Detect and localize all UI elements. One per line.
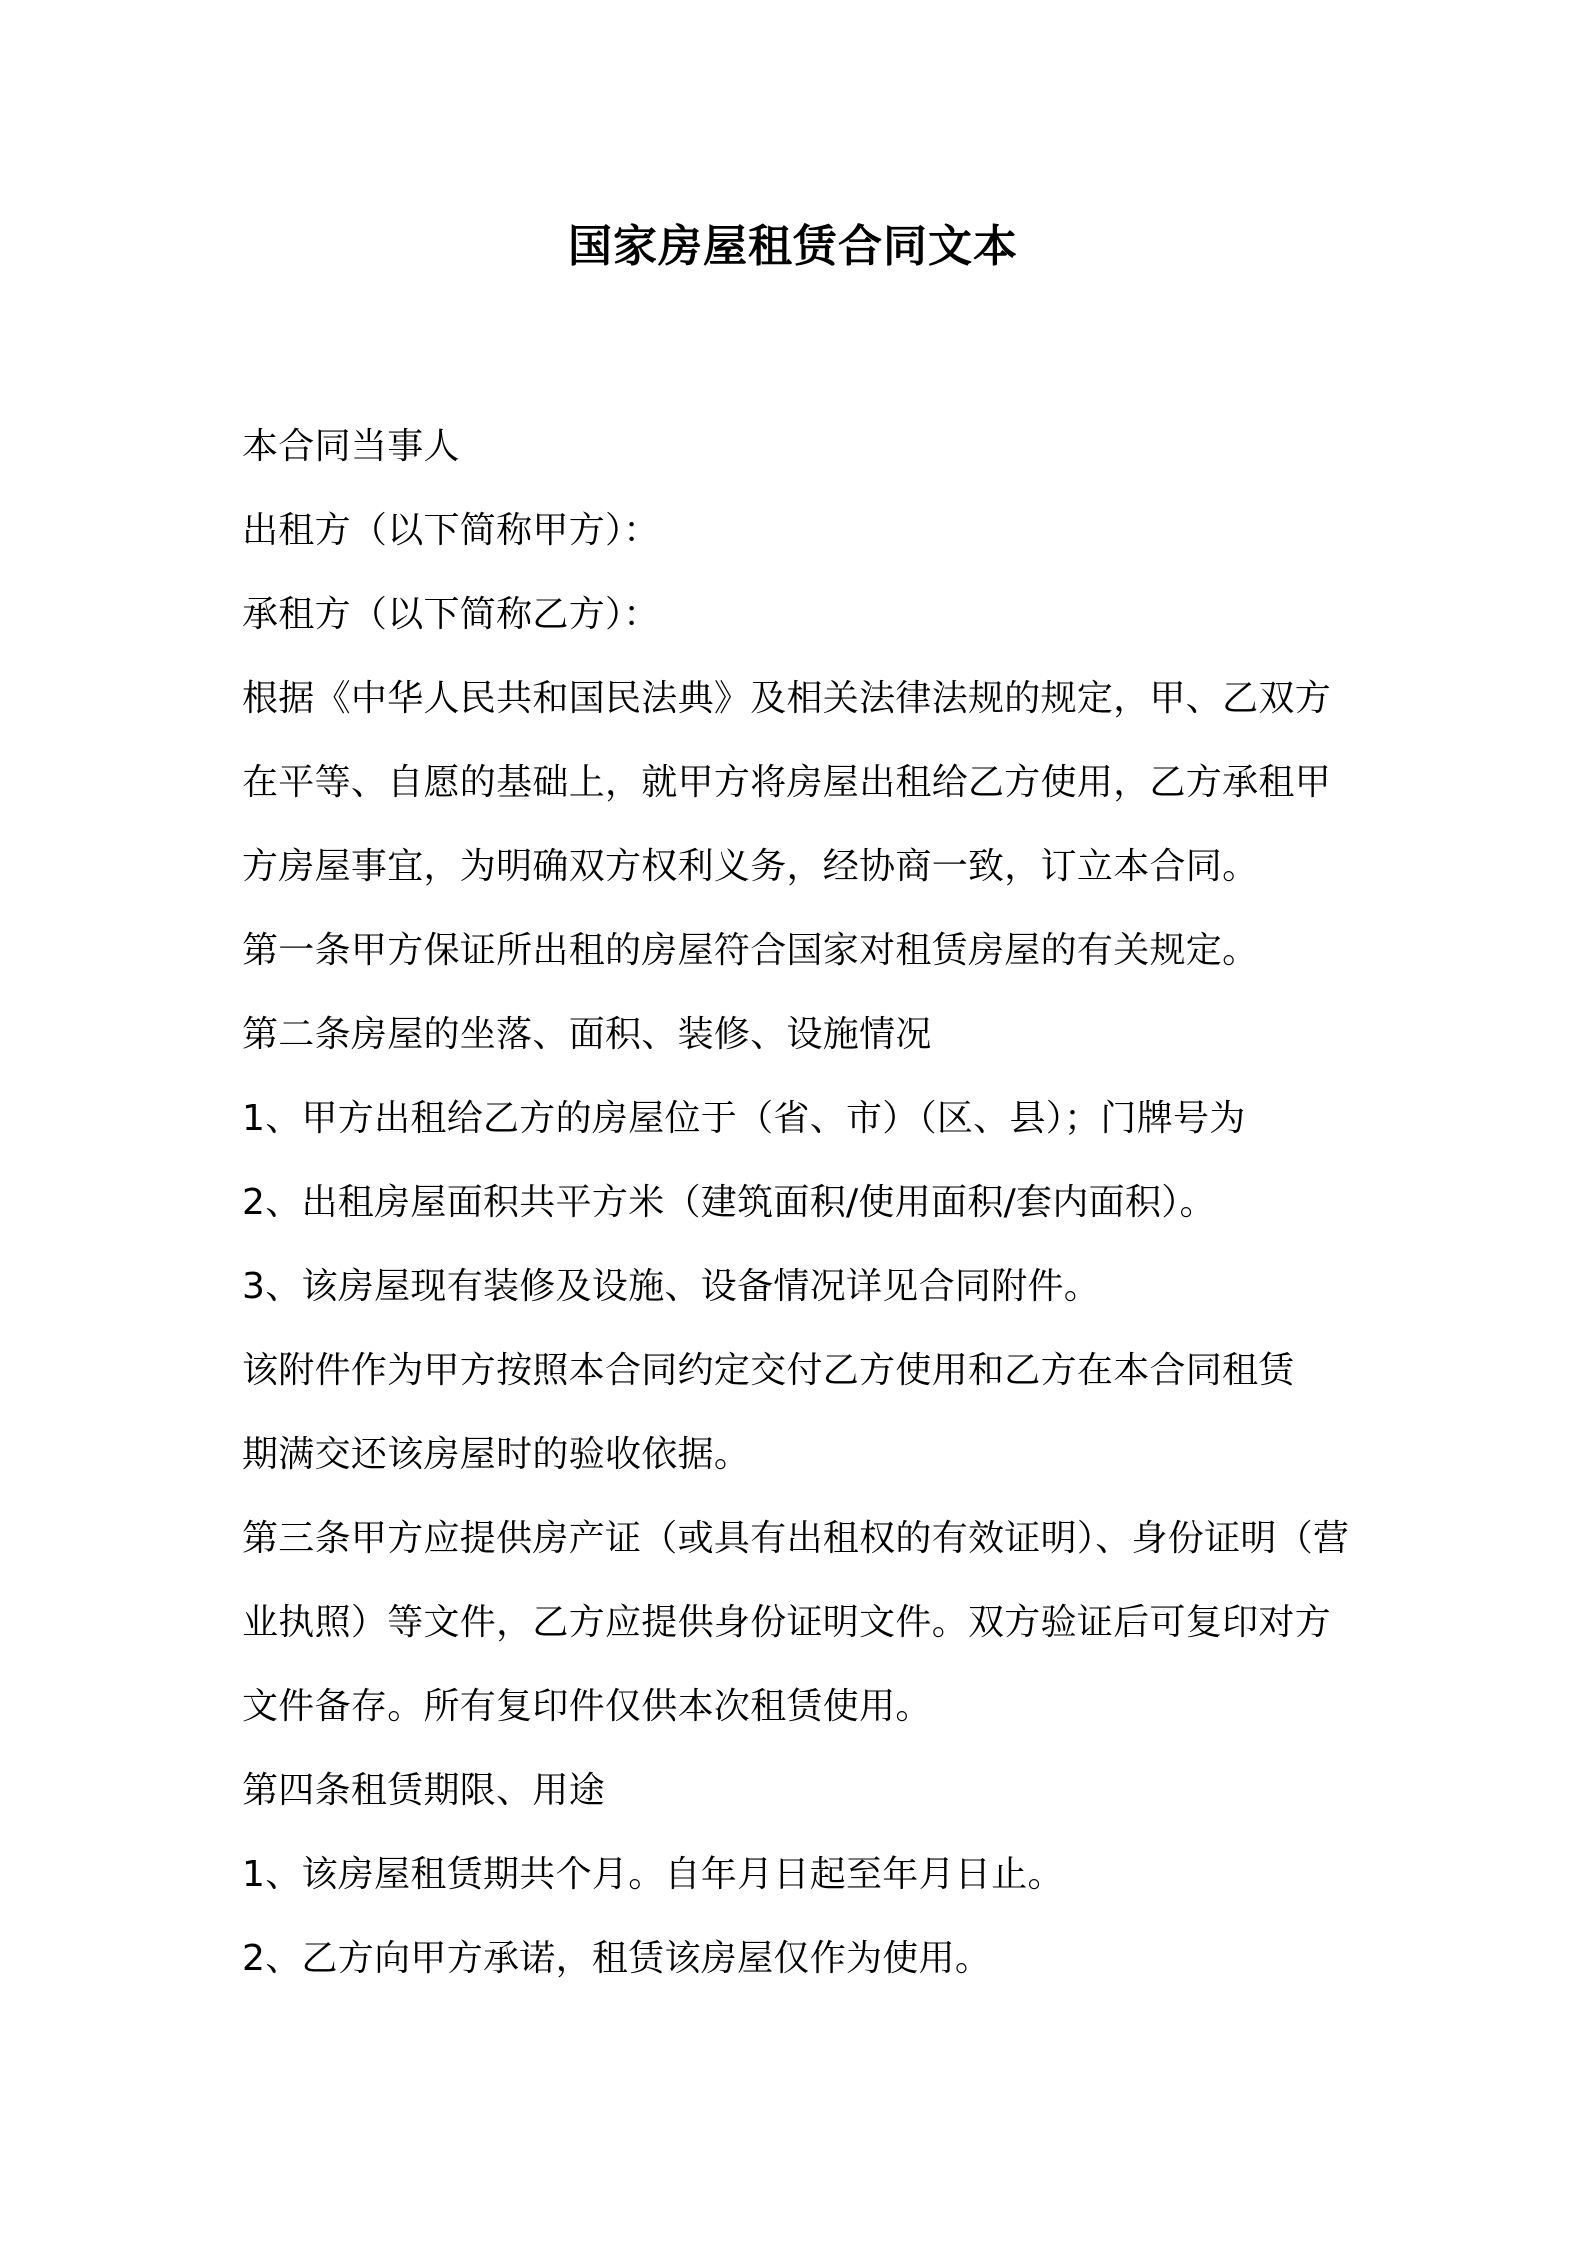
line-attachment-2: 期满交还该房屋时的验收依据。: [242, 1434, 751, 1475]
line-lessor: 出租方（以下简称甲方）：: [242, 510, 660, 551]
line-preamble-1: 根据《中华人民共和国民法典》及相关法律法规的规定，甲、乙双方: [242, 678, 1332, 719]
line-article-2-item-2: 2、出租房屋面积共平方米（建筑面积/使用面积/套内面积）。: [242, 1182, 1216, 1223]
document-title: 国家房屋租赁合同文本: [568, 221, 1018, 272]
line-article-3-1: 第三条甲方应提供房产证（或具有出租权的有效证明）、身份证明（营: [242, 1518, 1350, 1559]
document-body: [242, 405, 1362, 2001]
line-article-2-item-1: 1、甲方出租给乙方的房屋位于（省、市）（区、县）；门牌号为: [242, 1098, 1246, 1139]
line-article-3-2: 业执照）等文件，乙方应提供身份证明文件。双方验证后可复印对方: [242, 1602, 1332, 1643]
line-attachment-1: 该附件作为甲方按照本合同约定交付乙方使用和乙方在本合同租赁: [242, 1350, 1295, 1391]
line-article-2-item-3: 3、该房屋现有装修及设施、设备情况详见合同附件。: [242, 1266, 1101, 1307]
line-preamble-3: 方房屋事宜，为明确双方权利义务，经协商一致，订立本合同。: [242, 846, 1259, 887]
line-preamble-2: 在平等、自愿的基础上，就甲方将房屋出租给乙方使用，乙方承租甲: [242, 762, 1332, 803]
line-article-4-item-2: 2、乙方向甲方承诺，租赁该房屋仅作为使用。: [242, 1938, 992, 1979]
line-parties-heading: 本合同当事人: [242, 426, 460, 467]
line-article-4-item-1: 1、该房屋租赁期共个月。自年月日起至年月日止。: [242, 1854, 1064, 1895]
line-article-3-3: 文件备存。所有复印件仅供本次租赁使用。: [242, 1686, 932, 1727]
line-article-2-heading: 第二条房屋的坐落、面积、装修、设施情况: [242, 1014, 932, 1055]
line-article-1: 第一条甲方保证所出租的房屋符合国家对租赁房屋的有关规定。: [242, 930, 1259, 971]
line-lessee: 承租方（以下简称乙方）：: [242, 594, 660, 635]
line-article-4-heading: 第四条租赁期限、用途: [242, 1770, 606, 1811]
